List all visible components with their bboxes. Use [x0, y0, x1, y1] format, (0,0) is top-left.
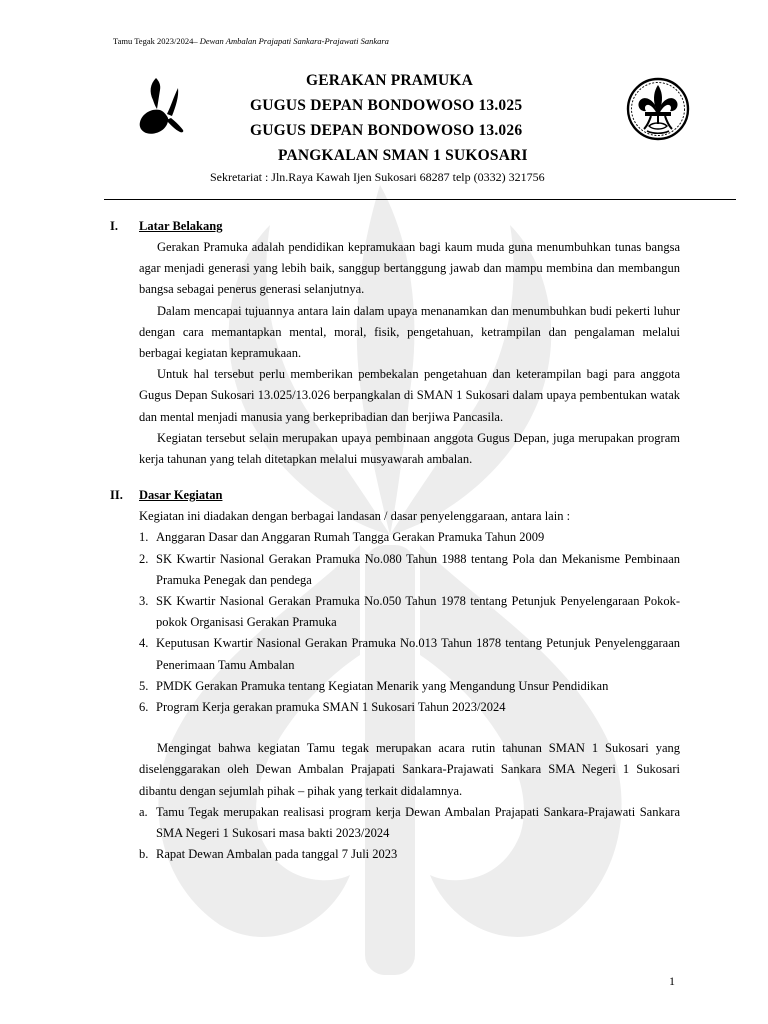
list-marker: 3. [139, 594, 149, 609]
list-item-text: SK Kwartir Nasional Gerakan Pramuka No.050 Tahun 1978 tentang Petunjuk Penyelengaraan Pokok-pokok Organisasi Gerakan Pramuka [156, 594, 680, 630]
list-item-text: Keputusan Kwartir Nasional Gerakan Pramuka No.013 Tahun 1878 tentang Petunjuk Penyelenggaraan Penerimaan Tamu Ambalan [156, 636, 680, 672]
sub-list [139, 802, 680, 866]
list-item-text: Tamu Tegak merupakan realisasi program kerja Dewan Ambalan Prajapati Sankara-Prajawati Sankara SMA Negeri 1 Sukosari masa bakti 2023/2024 [156, 804, 680, 841]
secretariat-address: Sekretariat : Jln.Raya Kawah Ijen Sukosari 68287 telp (0332) 321756 [210, 170, 545, 184]
list-marker: b. [139, 847, 149, 862]
letterhead-divider [104, 199, 736, 200]
list-item [139, 591, 680, 633]
paragraph: Dalam mencapai tujuannya antara lain dalam upaya menanamkan dan menumbuhkan budi pekerti luhur dengan cara memantapkan mental, moral, fisik, pengetahuan, ketrampilan dan pengalaman melalui berbagai kegiatan kepramukaan. [139, 303, 680, 361]
spacer [110, 470, 680, 485]
list-marker: a. [139, 804, 148, 819]
running-header-label: Tamu Tegak 2023/2024 [113, 36, 194, 46]
list-item [139, 802, 680, 844]
letterhead-line: PANGKALAN SMAN 1 SUKOSARI [278, 147, 528, 164]
list-marker: 5. [139, 678, 149, 693]
list-item [139, 549, 680, 591]
list-item [139, 676, 680, 697]
list-marker: 4. [139, 636, 149, 651]
paragraph: Gerakan Pramuka adalah pendidikan kepramukaan bagi kaum muda guna menumbuhkan tunas bangsa agar menjadi generasi yang lebih baik, sanggup bertanggung jawab dan mampu membina dan membangun bangsa sebagai penerus generasi selanjutnya. [139, 240, 680, 297]
section-heading [110, 216, 680, 237]
basis-list [139, 527, 680, 718]
list-item [139, 697, 680, 718]
list-item-text: PMDK Gerakan Pramuka tentang Kegiatan Menarik yang Mengandung Unsur Pendidikan [156, 678, 609, 693]
list-item-text: Anggaran Dasar dan Anggaran Rumah Tangga Gerakan Pramuka Tahun 2009 [156, 530, 545, 545]
list-item [139, 527, 680, 548]
section-heading [110, 485, 680, 506]
paragraph: Kegiatan tersebut selain merupakan upaya pembinaan anggota Gugus Depan, juga merupakan program kerja tahunan yang telah ditetapkan melalui musyawarah ambalan. [139, 430, 680, 467]
list-marker: 2. [139, 551, 149, 566]
document-body [110, 216, 680, 865]
list-marker: 1. [139, 530, 149, 545]
running-header [113, 36, 389, 46]
scout-fleur-de-lis-seal-icon [625, 76, 691, 142]
section-number: II. [110, 488, 123, 503]
section-number: I. [110, 219, 118, 233]
letterhead-line: GUGUS DEPAN BONDOWOSO 13.026 [250, 122, 523, 139]
spacer [110, 718, 680, 738]
list-item-text: SK Kwartir Nasional Gerakan Pramuka No.080 Tahun 1988 tentang Pola dan Mekanisme Pembinaan Pramuka Penegak dan pendega [156, 551, 680, 587]
list-marker: 6. [139, 700, 149, 715]
closing-paragraph: Mengingat bahwa kegiatan Tamu tegak merupakan acara rutin tahunan SMAN 1 Sukosari yang diselenggarakan oleh Dewan Ambalan Prajapati Sankara-Prajawati Sankara SMA Negeri 1 Sukosari dibantu dengan sejumlah pihak – pihak yang terkait didalamnya. [139, 741, 680, 798]
section-title: Latar Belakang [139, 219, 223, 233]
section-intro: Kegiatan ini diadakan dengan berbagai landasan / dasar penyelenggaraan, antara lain : [139, 509, 571, 524]
running-header-text: – Dewan Ambalan Prajapati Sankara-Prajawati Sankara [193, 36, 389, 46]
list-item [139, 844, 680, 865]
paragraph: Untuk hal tersebut perlu memberikan pembekalan pengetahuan dan keterampilan bagi para anggota Gugus Depan Sukosari 13.025/13.026 berpangkalan di SMAN 1 Sukosari dalam upaya pembentukan watak dan mental menjadi manusia yang berkepribadian dan berjiwa Pancasila. [139, 367, 680, 424]
list-item [139, 633, 680, 675]
list-item-text: Rapat Dewan Ambalan pada tanggal 7 Juli 2023 [156, 847, 398, 862]
letterhead-line: GUGUS DEPAN BONDOWOSO 13.025 [250, 97, 523, 114]
letterhead-line: GERAKAN PRAMUKA [306, 72, 474, 89]
page-number: 1 [669, 974, 675, 988]
section-title: Dasar Kegiatan [139, 488, 223, 503]
tunas-kelapa-emblem-icon [136, 76, 186, 138]
list-item-text: Program Kerja gerakan pramuka SMAN 1 Sukosari Tahun 2023/2024 [156, 700, 506, 715]
